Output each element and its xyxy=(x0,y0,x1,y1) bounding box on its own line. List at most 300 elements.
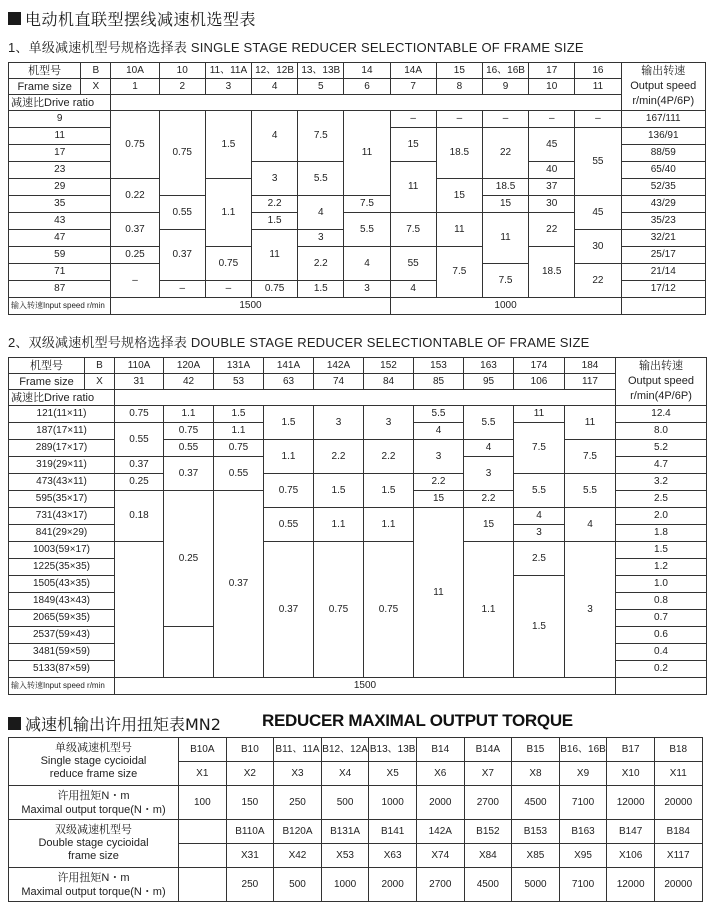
power-kw-cell: 1.1 xyxy=(364,508,414,542)
power-kw-cell: 0.75 xyxy=(164,423,214,440)
power-kw-cell: 7.5 xyxy=(565,440,616,474)
power-kw-cell: 15 xyxy=(464,508,514,542)
power-kw-cell: – xyxy=(436,111,482,128)
double-stage-x-size: X74 xyxy=(416,844,464,868)
power-kw-cell: 5.5 xyxy=(464,406,514,440)
drive-ratio: 5133(87×59) xyxy=(9,661,115,678)
double-stage-x-size xyxy=(179,844,227,868)
output-speed: 1.5 xyxy=(616,542,707,559)
torque-title-cn: 减速机输出许用扭矩表MN2 xyxy=(25,715,221,734)
square-bullet-icon xyxy=(8,717,21,730)
single-stage-torque-value: 7100 xyxy=(559,786,607,820)
power-kw-cell: 4 xyxy=(514,508,565,525)
x-series-label: X xyxy=(81,79,111,95)
power-kw-cell: 0.55 xyxy=(164,440,214,457)
x-frame-size: 106 xyxy=(514,374,565,390)
double-stage-torque-value: 2700 xyxy=(416,868,464,902)
drive-ratio: 1505(43×35) xyxy=(9,576,115,593)
b-frame-size: 11、11A xyxy=(205,63,251,79)
power-kw-cell: – xyxy=(111,264,159,298)
power-kw-cell: 3 xyxy=(414,440,464,474)
single-stage-torque-value: 1000 xyxy=(369,786,417,820)
power-kw-cell: 7.5 xyxy=(514,423,565,474)
ratio-row xyxy=(9,508,707,525)
single-stage-b-size: B14A xyxy=(464,738,512,762)
output-speed: 17/12 xyxy=(621,281,706,298)
single-stage-b-row xyxy=(9,738,703,762)
output-speed: 52/35 xyxy=(621,179,706,196)
single-stage-table xyxy=(8,62,706,315)
power-kw-cell: 0.37 xyxy=(111,213,159,247)
section1-title: 1、单级减速机型号规格选择表 SINGLE STAGE REDUCER SELECTIONTABLE OF FRAME SIZE xyxy=(8,40,584,55)
power-kw-cell: 0.75 xyxy=(364,542,414,678)
single-stage-b-size: B12、12A xyxy=(321,738,369,762)
header-row-b xyxy=(9,358,707,374)
x-frame-size: 84 xyxy=(364,374,414,390)
x-frame-size: 6 xyxy=(344,79,390,95)
single-stage-torque-value: 500 xyxy=(321,786,369,820)
power-kw-cell: 0.75 xyxy=(205,247,251,281)
x-frame-size: 53 xyxy=(214,374,264,390)
x-frame-size: 117 xyxy=(565,374,616,390)
power-kw-cell: 4 xyxy=(252,111,298,162)
power-kw-cell: 0.75 xyxy=(159,111,205,196)
b-frame-size: 13、13B xyxy=(298,63,344,79)
drive-ratio: 17 xyxy=(9,145,111,162)
output-speed: 0.4 xyxy=(616,644,707,661)
double-stage-b-row xyxy=(9,820,703,844)
power-kw-cell: 22 xyxy=(575,264,621,298)
square-bullet-icon xyxy=(8,12,21,25)
power-kw-cell: 11 xyxy=(414,508,464,678)
double-stage-x-size: X42 xyxy=(274,844,322,868)
b-series-label: B xyxy=(85,358,115,374)
x-frame-size: 10 xyxy=(529,79,575,95)
power-kw-cell: 15 xyxy=(390,128,436,162)
single-stage-b-size: B18 xyxy=(654,738,702,762)
b-frame-size: 110A xyxy=(115,358,164,374)
b-frame-size: 16 xyxy=(575,63,621,79)
ratio-header-blank xyxy=(115,390,616,406)
single-stage-b-size: B16、16B xyxy=(559,738,607,762)
b-frame-size: 142A xyxy=(314,358,364,374)
x-frame-size: 9 xyxy=(482,79,528,95)
x-frame-size: 5 xyxy=(298,79,344,95)
power-kw-cell: – xyxy=(529,111,575,128)
power-kw-cell: 11 xyxy=(514,406,565,423)
drive-ratio: 3481(59×59) xyxy=(9,644,115,661)
drive-ratio: 473(43×11) xyxy=(9,474,115,491)
power-kw-cell: – xyxy=(159,281,205,298)
section2-title: 2、双级减速机型号规格选择表 DOUBLE STAGE REDUCER SELECTIONTABLE OF FRAME SIZE xyxy=(8,335,590,350)
power-kw-cell: 4 xyxy=(464,440,514,457)
single-stage-torque-label: 许用扭矩N・m Maximal output torque(N・m) xyxy=(9,786,179,820)
output-speed: 21/14 xyxy=(621,264,706,281)
power-kw-cell: 1.5 xyxy=(514,576,565,678)
x-frame-size: 4 xyxy=(252,79,298,95)
x-frame-size: 7 xyxy=(390,79,436,95)
single-stage-x-size: X8 xyxy=(512,762,560,786)
main-title xyxy=(8,7,256,30)
double-stage-torque-value: 250 xyxy=(226,868,274,902)
ratio-header-row xyxy=(9,95,706,111)
power-kw-cell: – xyxy=(482,111,528,128)
power-kw-cell: 45 xyxy=(529,128,575,162)
input-speed-value: 1000 xyxy=(390,298,621,315)
single-stage-b-size: B17 xyxy=(607,738,655,762)
x-frame-size: 74 xyxy=(314,374,364,390)
power-kw-cell: 7.5 xyxy=(344,196,390,213)
power-kw-cell: 0.55 xyxy=(264,508,314,542)
ratio-row xyxy=(9,440,707,457)
power-kw-cell: 7.5 xyxy=(390,213,436,247)
double-stage-x-size: X31 xyxy=(226,844,274,868)
double-stage-table xyxy=(8,357,707,695)
power-kw-cell: 1.5 xyxy=(205,111,251,179)
drive-ratio: 731(43×17) xyxy=(9,508,115,525)
main-title-text: 电动机直联型摆线减速机选型表 xyxy=(25,10,257,29)
ratio-header-blank xyxy=(111,95,621,111)
power-kw-cell: 11 xyxy=(565,406,616,440)
power-kw-cell: 1.5 xyxy=(314,474,364,508)
power-kw-cell: 15 xyxy=(482,196,528,213)
double-stage-b-size: B131A xyxy=(321,820,369,844)
single-stage-b-size: B10A xyxy=(179,738,227,762)
b-frame-size: 120A xyxy=(164,358,214,374)
drive-ratio: 2537(59×43) xyxy=(9,627,115,644)
single-stage-b-size: B14 xyxy=(416,738,464,762)
input-speed-label: 输入转速Input speed r/min xyxy=(9,678,115,695)
single-stage-frame-label: 单级减速机型号 Single stage cycioidal reduce frame size xyxy=(9,738,179,786)
power-kw-cell: 5.5 xyxy=(565,474,616,508)
power-kw-cell: 11 xyxy=(482,213,528,264)
single-stage-torque-value: 2700 xyxy=(464,786,512,820)
double-stage-x-size: X85 xyxy=(512,844,560,868)
x-frame-size: 8 xyxy=(436,79,482,95)
single-stage-torque-value: 100 xyxy=(179,786,227,820)
power-kw-cell: 3 xyxy=(314,406,364,440)
double-stage-b-size: B141 xyxy=(369,820,417,844)
output-speed: 8.0 xyxy=(616,423,707,440)
double-stage-b-size: B152 xyxy=(464,820,512,844)
output-speed: 5.2 xyxy=(616,440,707,457)
power-kw-cell: 0.75 xyxy=(111,111,159,179)
double-stage-torque-value: 4500 xyxy=(464,868,512,902)
single-stage-torque-value: 250 xyxy=(274,786,322,820)
output-speed: 136/91 xyxy=(621,128,706,145)
double-stage-b-size: B184 xyxy=(654,820,702,844)
power-kw-cell: 11 xyxy=(252,230,298,281)
drive-ratio: 319(29×11) xyxy=(9,457,115,474)
double-stage-torque-value: 7100 xyxy=(559,868,607,902)
output-speed: 1.2 xyxy=(616,559,707,576)
output-speed: 2.0 xyxy=(616,508,707,525)
power-kw-cell: 1.1 xyxy=(264,440,314,474)
power-kw-cell: 55 xyxy=(575,128,621,196)
drive-ratio: 47 xyxy=(9,230,111,247)
torque-title-en: REDUCER MAXIMAL OUTPUT TORQUE xyxy=(262,711,573,730)
power-kw-cell: 3 xyxy=(344,281,390,298)
b-frame-size: 10A xyxy=(111,63,159,79)
drive-ratio-label: 减速比Drive ratio xyxy=(9,390,115,406)
power-kw-cell: 2.5 xyxy=(514,542,565,576)
b-frame-size: 14A xyxy=(390,63,436,79)
x-frame-size: 11 xyxy=(575,79,621,95)
power-kw-cell: 45 xyxy=(575,196,621,230)
output-speed: 0.7 xyxy=(616,610,707,627)
double-stage-b-size: B110A xyxy=(226,820,274,844)
power-kw-cell: 0.18 xyxy=(115,491,164,542)
single-stage-b-size: B13、13B xyxy=(369,738,417,762)
double-stage-b-size: B153 xyxy=(512,820,560,844)
output-speed: 35/23 xyxy=(621,213,706,230)
b-frame-size: 17 xyxy=(529,63,575,79)
drive-ratio: 1003(59×17) xyxy=(9,542,115,559)
power-kw-cell: 37 xyxy=(529,179,575,196)
power-kw-cell: 0.37 xyxy=(214,491,264,678)
power-kw-cell: 18.5 xyxy=(482,179,528,196)
double-stage-b-size xyxy=(179,820,227,844)
x-frame-size: 85 xyxy=(414,374,464,390)
single-stage-torque-value: 4500 xyxy=(512,786,560,820)
power-kw-cell: 0.55 xyxy=(214,457,264,491)
output-speed: 3.2 xyxy=(616,474,707,491)
power-kw-cell: 11 xyxy=(436,213,482,247)
x-frame-size: 95 xyxy=(464,374,514,390)
double-stage-b-size: B163 xyxy=(559,820,607,844)
ratio-row xyxy=(9,542,707,559)
double-stage-torque-value: 2000 xyxy=(369,868,417,902)
single-stage-x-size: X4 xyxy=(321,762,369,786)
power-kw-cell: 4 xyxy=(298,196,344,230)
drive-ratio: 11 xyxy=(9,128,111,145)
single-stage-x-size: X11 xyxy=(654,762,702,786)
frame-size-label-en: Frame size xyxy=(9,374,85,390)
power-kw-cell: 0.75 xyxy=(252,281,298,298)
input-speed-row xyxy=(9,678,707,695)
output-speed: 2.5 xyxy=(616,491,707,508)
power-kw-cell: 0.75 xyxy=(264,474,314,508)
output-speed: 25/17 xyxy=(621,247,706,264)
ratio-row xyxy=(9,111,706,128)
power-kw-cell: 7.5 xyxy=(298,111,344,162)
header-row-x xyxy=(9,374,707,390)
power-kw-cell: 1.5 xyxy=(298,281,344,298)
output-speed: 12.4 xyxy=(616,406,707,423)
output-speed: 167/111 xyxy=(621,111,706,128)
power-kw-cell: 0.55 xyxy=(159,196,205,230)
power-kw-cell: 0.25 xyxy=(115,474,164,491)
ratio-row xyxy=(9,474,707,491)
power-kw-cell: 1.1 xyxy=(164,406,214,423)
power-kw-cell: 15 xyxy=(436,179,482,213)
power-kw-cell: 3 xyxy=(565,542,616,678)
power-kw-cell: 0.75 xyxy=(314,542,364,678)
b-frame-size: 131A xyxy=(214,358,264,374)
output-speed: 0.2 xyxy=(616,661,707,678)
b-series-label: B xyxy=(81,63,111,79)
power-kw-cell: 2.2 xyxy=(298,247,344,281)
drive-ratio: 187(17×11) xyxy=(9,423,115,440)
power-kw-cell: 7.5 xyxy=(482,264,528,298)
power-kw-cell: 3 xyxy=(298,230,344,247)
power-kw-cell: 0.37 xyxy=(164,457,214,491)
single-stage-x-size: X5 xyxy=(369,762,417,786)
single-stage-x-size: X1 xyxy=(179,762,227,786)
header-row-b xyxy=(9,63,706,79)
input-speed-blank xyxy=(616,678,707,695)
double-stage-frame-label: 双级减速机型号 Double stage cycioidal frame size xyxy=(9,820,179,868)
b-frame-size: 153 xyxy=(414,358,464,374)
double-stage-torque-value: 500 xyxy=(274,868,322,902)
header-row-x xyxy=(9,79,706,95)
power-kw-cell xyxy=(164,627,214,678)
b-frame-size: 12、12B xyxy=(252,63,298,79)
power-kw-cell: 15 xyxy=(414,491,464,508)
power-kw-cell: 3 xyxy=(364,406,414,440)
power-kw-cell: 0.37 xyxy=(159,230,205,281)
output-speed: 1.0 xyxy=(616,576,707,593)
drive-ratio: 595(35×17) xyxy=(9,491,115,508)
power-kw-cell xyxy=(115,542,164,678)
power-kw-cell: 1.1 xyxy=(205,179,251,247)
power-kw-cell: 55 xyxy=(390,247,436,281)
power-kw-cell: 3 xyxy=(464,457,514,491)
x-series-label: X xyxy=(85,374,115,390)
power-kw-cell: 3 xyxy=(252,162,298,196)
drive-ratio: 35 xyxy=(9,196,111,213)
single-stage-x-size: X7 xyxy=(464,762,512,786)
output-speed-header: 输出转速 Output speed r/min(4P/6P) xyxy=(621,63,706,111)
double-stage-x-size: X106 xyxy=(607,844,655,868)
power-kw-cell: 5.5 xyxy=(298,162,344,196)
torque-title xyxy=(8,712,221,735)
frame-size-label-en: Frame size xyxy=(9,79,81,95)
b-frame-size: 14 xyxy=(344,63,390,79)
double-stage-b-size: B147 xyxy=(607,820,655,844)
drive-ratio: 841(29×29) xyxy=(9,525,115,542)
power-kw-cell: 2.2 xyxy=(252,196,298,213)
frame-size-label-cn: 机型号 xyxy=(9,63,81,79)
double-stage-x-size: X95 xyxy=(559,844,607,868)
drive-ratio: 87 xyxy=(9,281,111,298)
double-stage-torque-row xyxy=(9,868,703,902)
power-kw-cell: – xyxy=(390,111,436,128)
single-stage-b-size: B15 xyxy=(512,738,560,762)
double-stage-torque-label: 许用扭矩N・m Maximal output torque(N・m) xyxy=(9,868,179,902)
output-speed: 1.8 xyxy=(616,525,707,542)
drive-ratio: 289(17×17) xyxy=(9,440,115,457)
b-frame-size: 141A xyxy=(264,358,314,374)
power-kw-cell: 5.5 xyxy=(344,213,390,247)
power-kw-cell: 0.22 xyxy=(111,179,159,213)
double-stage-torque-value: 20000 xyxy=(654,868,702,902)
single-stage-b-size: B10 xyxy=(226,738,274,762)
drive-ratio: 121(11×11) xyxy=(9,406,115,423)
power-kw-cell: 2.2 xyxy=(314,440,364,474)
ratio-header-row xyxy=(9,390,707,406)
output-speed: 32/21 xyxy=(621,230,706,247)
power-kw-cell: 1.1 xyxy=(464,542,514,678)
power-kw-cell: 4 xyxy=(390,281,436,298)
power-kw-cell: 4 xyxy=(565,508,616,542)
double-stage-x-size: X117 xyxy=(654,844,702,868)
output-speed: 4.7 xyxy=(616,457,707,474)
power-kw-cell: 0.37 xyxy=(264,542,314,678)
output-speed: 65/40 xyxy=(621,162,706,179)
drive-ratio: 2065(59×35) xyxy=(9,610,115,627)
power-kw-cell: 2.2 xyxy=(414,474,464,491)
output-speed-header: 输出转速 Output speed r/min(4P/6P) xyxy=(616,358,707,406)
power-kw-cell: 11 xyxy=(344,111,390,196)
b-frame-size: 15 xyxy=(436,63,482,79)
power-kw-cell: 5.5 xyxy=(514,474,565,508)
power-kw-cell: 5.5 xyxy=(414,406,464,423)
power-kw-cell: – xyxy=(205,281,251,298)
double-stage-x-size: X63 xyxy=(369,844,417,868)
x-frame-size: 1 xyxy=(111,79,159,95)
input-speed-value: 1500 xyxy=(115,678,616,695)
power-kw-cell: 0.25 xyxy=(164,491,214,627)
input-speed-label: 输入转速Input speed r/min xyxy=(9,298,111,315)
single-stage-torque-row xyxy=(9,786,703,820)
power-kw-cell: 1.5 xyxy=(364,474,414,508)
drive-ratio: 59 xyxy=(9,247,111,264)
power-kw-cell: 0.75 xyxy=(214,440,264,457)
single-stage-torque-value: 12000 xyxy=(607,786,655,820)
power-kw-cell: 11 xyxy=(390,162,436,213)
double-stage-torque-value: 5000 xyxy=(512,868,560,902)
power-kw-cell: 30 xyxy=(575,230,621,264)
power-kw-cell: 18.5 xyxy=(436,128,482,179)
power-kw-cell: – xyxy=(575,111,621,128)
double-stage-torque-value xyxy=(179,868,227,902)
drive-ratio-label: 减速比Drive ratio xyxy=(9,95,111,111)
power-kw-cell: 40 xyxy=(529,162,575,179)
drive-ratio: 23 xyxy=(9,162,111,179)
double-stage-torque-value: 12000 xyxy=(607,868,655,902)
power-kw-cell: 1.1 xyxy=(214,423,264,440)
drive-ratio: 1849(43×43) xyxy=(9,593,115,610)
b-frame-size: 16、16B xyxy=(482,63,528,79)
power-kw-cell: 4 xyxy=(414,423,464,440)
single-stage-b-size: B11、11A xyxy=(274,738,322,762)
power-kw-cell: 0.37 xyxy=(115,457,164,474)
output-speed: 88/59 xyxy=(621,145,706,162)
double-stage-x-size: X84 xyxy=(464,844,512,868)
single-stage-torque-value: 2000 xyxy=(416,786,464,820)
single-stage-x-size: X10 xyxy=(607,762,655,786)
single-stage-x-size: X9 xyxy=(559,762,607,786)
output-speed: 0.6 xyxy=(616,627,707,644)
b-frame-size: 10 xyxy=(159,63,205,79)
output-speed: 0.8 xyxy=(616,593,707,610)
power-kw-cell: 18.5 xyxy=(529,247,575,298)
b-frame-size: 184 xyxy=(565,358,616,374)
single-stage-torque-value: 150 xyxy=(226,786,274,820)
drive-ratio: 29 xyxy=(9,179,111,196)
input-speed-value: 1500 xyxy=(111,298,390,315)
x-frame-size: 63 xyxy=(264,374,314,390)
power-kw-cell: 1.5 xyxy=(252,213,298,230)
drive-ratio: 9 xyxy=(9,111,111,128)
double-stage-b-size: B120A xyxy=(274,820,322,844)
b-frame-size: 174 xyxy=(514,358,565,374)
power-kw-cell: 1.5 xyxy=(264,406,314,440)
power-kw-cell: 0.55 xyxy=(115,423,164,457)
double-stage-b-size: 142A xyxy=(416,820,464,844)
ratio-row xyxy=(9,406,707,423)
